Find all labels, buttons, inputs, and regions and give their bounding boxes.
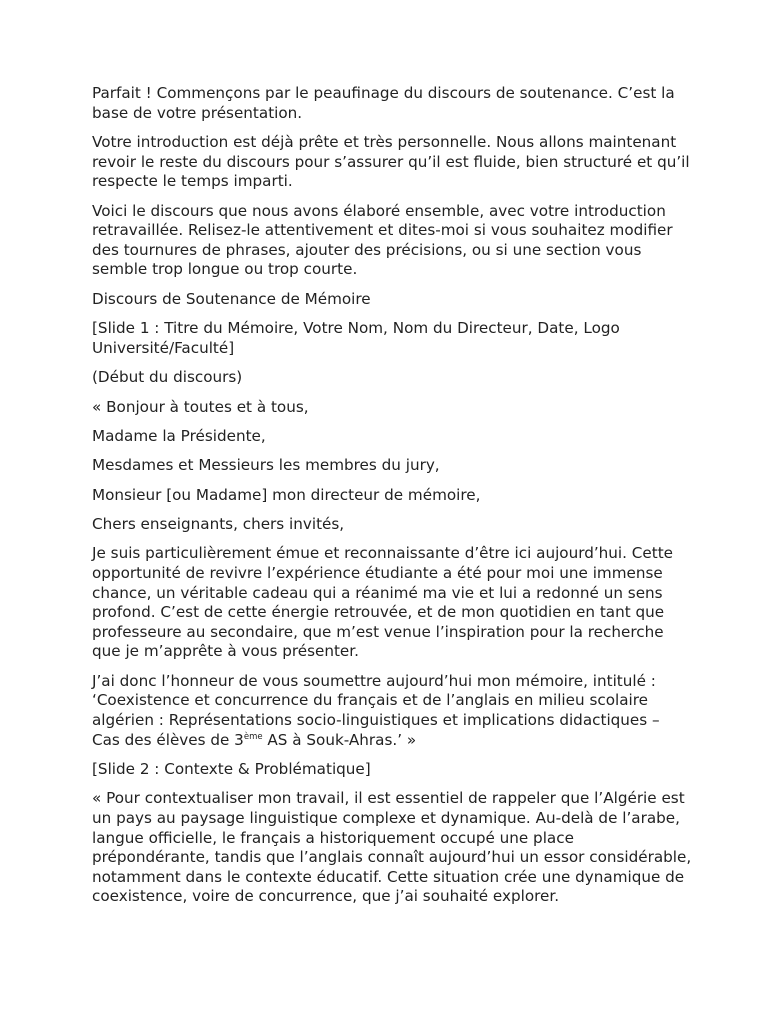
greeting-line: Mesdames et Messieurs les membres du jury, <box>92 456 440 475</box>
thesis-title-paragraph <box>92 672 692 750</box>
slide-2-note: [Slide 2 : Contexte & Problématique] <box>92 759 371 778</box>
thesis-title-text: J’ai donc l’honneur de vous soumettre aujourd’hui mon mémoire, intitulé : ‘Coexistence et concurrence du français et de l’anglais en milieu scolaire algérien : Représentations socio-linguistiques et implications didactiques – Cas des élèves de 3 <box>92 671 660 749</box>
speech-start-note: (Début du discours) <box>92 368 243 387</box>
ordinal-superscript: ème <box>243 731 263 742</box>
greeting-line: Monsieur [ou Madame] mon directeur de mémoire, <box>92 485 481 504</box>
greeting-line: Madame la Présidente, <box>92 426 266 445</box>
speech-heading: Discours de Soutenance de Mémoire <box>92 289 371 308</box>
context-speech-paragraph: « Pour contextualiser mon travail, il est essentiel de rappeler que l’Algérie est un pays au paysage linguistique complexe et dynamique. Au-delà de l’arabe, langue officielle, le français a historiquement occupé une place prépondérante, tandis que l’anglais connaît aujourd’hui un essor considérable, notamment dans le contexte éducatif. Cette situation crée une dynamique de coexistence, voire de concurrence, que j’ai souhaité explorer. <box>92 789 692 906</box>
greeting-line: Chers enseignants, chers invités, <box>92 515 345 534</box>
document-page <box>92 84 692 917</box>
thesis-title-end: AS à Souk-Ahras.’ » <box>262 730 417 749</box>
context-paragraph: Votre introduction est déjà prête et très personnelle. Nous allons maintenant revoir le reste du discours pour s’assurer qu’il est fluide, bien structuré et qu’il respecte le temps imparti. <box>92 132 690 191</box>
instruction-paragraph: Voici le discours que nous avons élaboré ensemble, avec votre introduction retravaillée. Relisez-le attentivement et dites-moi si vous souhaitez modifier des tournures de phrases, ajouter des précisions, ou si une section vous semble trop longue ou trop courte. <box>92 201 673 279</box>
intro-paragraph: Parfait ! Commençons par le peaufinage du discours de soutenance. C’est la base de votre présentation. <box>92 84 675 122</box>
speech-opening-paragraph: Je suis particulièrement émue et reconnaissante d’être ici aujourd’hui. Cette opportunité de revivre l’expérience étudiante a été pour moi une immense chance, un véritable cadeau qui a réanimé ma vie et lui a redonné un sens profond. C’est de cette énergie retrouvée, et de mon quotidien en tant que professeure au secondaire, que m’est venue l’inspiration pour la recherche que je m’apprête à vous présenter. <box>92 544 674 661</box>
slide-1-note: [Slide 1 : Titre du Mémoire, Votre Nom, Nom du Directeur, Date, Logo Université/Faculté] <box>92 319 620 357</box>
greeting-line: « Bonjour à toutes et à tous, <box>92 397 309 416</box>
